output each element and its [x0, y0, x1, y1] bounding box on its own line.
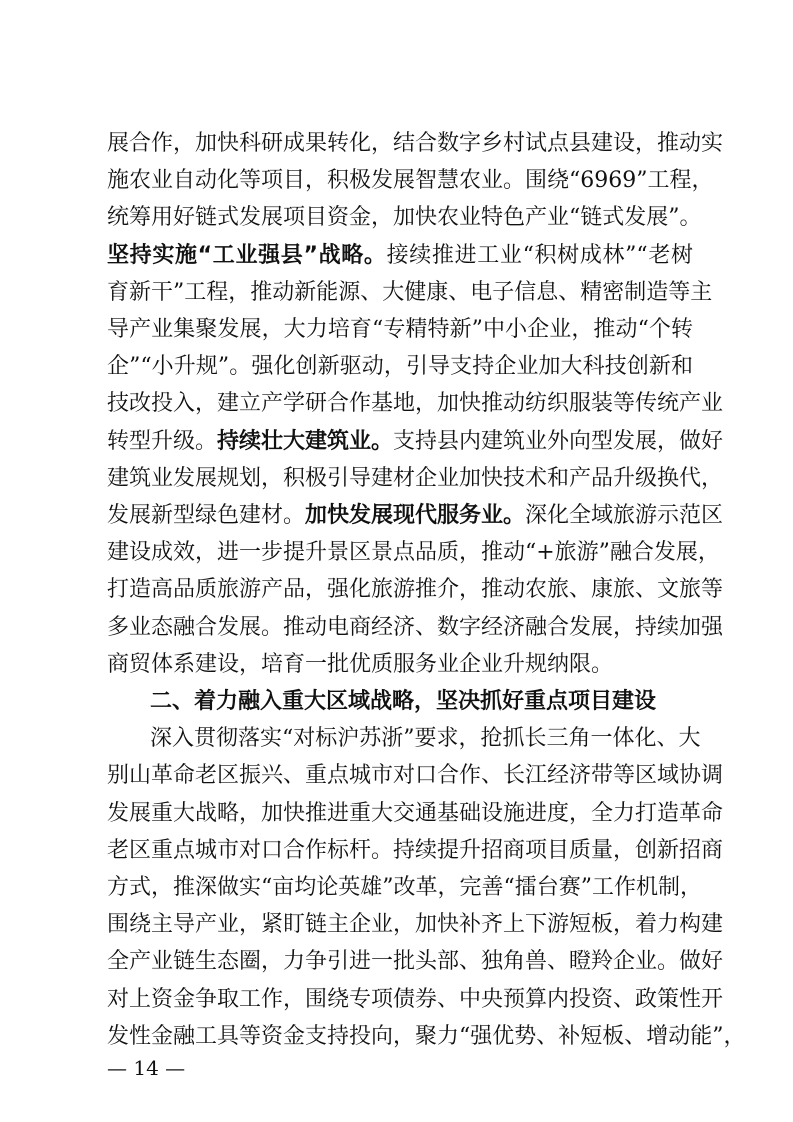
body-line: 发展重大战略，加快推进重大交通基础设施进度，全力打造革命: [107, 800, 724, 826]
body-line: 对上资金争取工作，围绕专项债券、中央预算内投资、政策性开: [107, 986, 724, 1012]
body-line: 全产业链生态圈，力争引进一批头部、独角兽、瞪羚企业。做好: [107, 949, 724, 975]
body-line: 打造高品质旅游产品，强化旅游推介，推动农旅、康旅、文旅等: [107, 577, 724, 603]
body-line: 导产业集聚发展，大力培育“专精特新”中小企业，推动“个转: [107, 317, 693, 342]
body-line: 多业态融合发展。推动电商经济、数字经济融合发展，持续加强: [107, 614, 724, 640]
bold-phrase-services: 加快发展现代服务业。: [305, 503, 526, 528]
body-line: 技改投入，建立产学研合作基地，加快推动纺织服装等传统产业: [107, 391, 724, 417]
body-line: 别山革命老区振兴、重点城市对口合作、长江经济带等区域协调: [107, 763, 724, 789]
section-heading: 二、着力融入重大区域战略，坚决抓好重点项目建设: [150, 689, 657, 714]
bold-phrase-construction: 持续壮大建筑业。: [217, 428, 394, 454]
body-text: 转型升级。: [107, 428, 218, 454]
bold-phrase-industry: 坚持实施“工业强县”战略。: [107, 242, 387, 268]
body-line: [107, 500, 724, 532]
body-line: 企”“小升规”。强化创新驱动，引导支持企业加大科技创新和: [107, 354, 693, 380]
body-text: 支持县内建筑业外向型发展，做好: [393, 428, 724, 454]
body-line: 展合作，加快科研成果转化，结合数字乡村试点县建设，推动实: [107, 131, 724, 156]
body-line: 施农业自动化等项目，积极发展智慧农业。围绕“6969”工程，: [107, 168, 714, 194]
body-text: 发展新型绿色建材。: [107, 503, 306, 528]
body-line: 商贸体系建设，培育一批优质服务业企业升规纳限。: [107, 651, 614, 677]
body-text: 深化全域旅游示范区: [525, 503, 724, 528]
body-line: 方式，推深做实“亩均论英雄”改革，完善“擂台赛”工作机制，: [107, 875, 702, 900]
body-line: 统筹用好链式发展项目资金，加快农业特色产业“链式发展”。: [107, 205, 702, 231]
body-line: [107, 240, 693, 272]
body-line: 老区重点城市对口合作标杆。持续提升招商项目质量，创新招商: [107, 837, 724, 863]
body-line: 深入贯彻落实“对标沪苏浙”要求，抢抓长三角一体化、大: [150, 726, 701, 752]
body-line: 建设成效，进一步提升景区景点品质，推动“+旅游”融合发展，: [107, 540, 720, 566]
body-line: 育新干”工程，推动新能源、大健康、电子信息、精密制造等主: [107, 279, 713, 305]
body-line: 围绕主导产业，紧盯链主企业，加快补齐上下游短板，着力构建: [107, 912, 724, 938]
body-text: 接续推进工业“积树成林”“老树: [386, 242, 694, 268]
body-line: 发性金融工具等资金支持投向，聚力“强优势、补短板、增动能”，: [107, 1023, 746, 1049]
body-line: 建筑业发展规划，积极引导建材企业加快技术和产品升级换代，: [107, 465, 724, 491]
page-number: — 14 —: [107, 1056, 186, 1080]
body-line: [107, 426, 724, 458]
